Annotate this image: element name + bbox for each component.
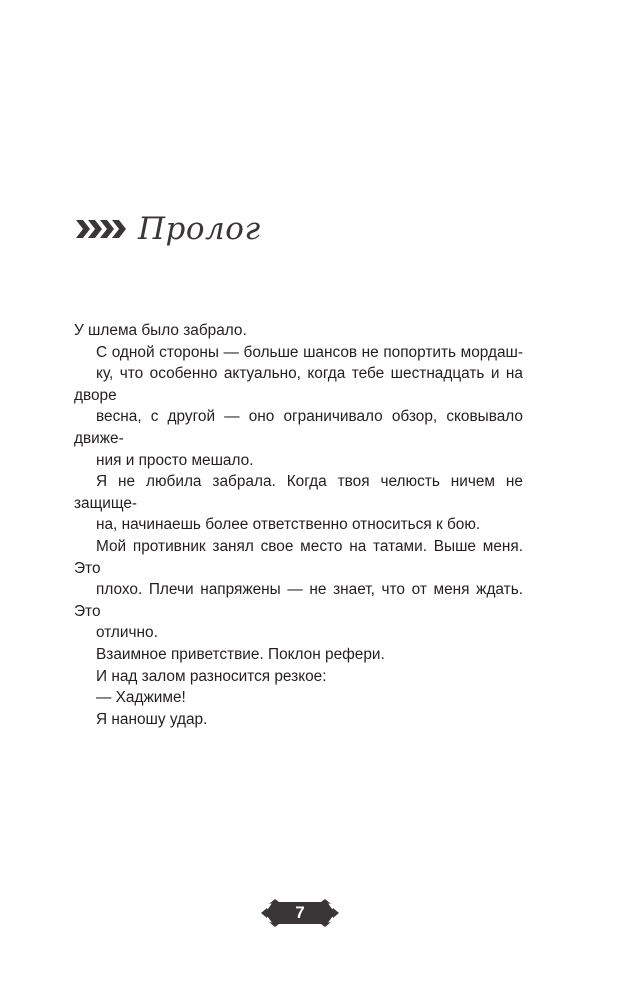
triple-chevron-arrows-icon [76, 217, 126, 241]
text-line: С одной стороны — больше шансов не попортить мордаш- [96, 343, 523, 361]
paragraph [74, 320, 523, 342]
paragraph [74, 666, 523, 688]
page-number-badge [259, 896, 341, 930]
paragraph [74, 536, 523, 644]
text-line: Мой противник занял свое место на татами. Выше меня. Это [74, 537, 523, 577]
paragraph [74, 687, 523, 709]
text-line: У шлема было забрало. [74, 322, 247, 339]
chapter-heading [76, 206, 261, 252]
page-number: 7 [295, 903, 305, 922]
paragraph [74, 342, 523, 472]
paragraph [74, 644, 523, 666]
text-line: И над залом разносится резкое: [96, 667, 327, 685]
text-line: — Хаджиме! [96, 689, 186, 707]
text-line: на, начинаешь более ответственно относиться к бою. [96, 516, 481, 534]
text-line: отлично. [96, 624, 158, 642]
text-line: весна, с другой — оно ограничивало обзор, сковывало движе- [74, 408, 523, 447]
text-line: ку, что особенно актуально, когда тебе шестнадцать и на дворе [74, 365, 523, 404]
chapter-title: Пролог [138, 211, 261, 247]
text-line: Взаимное приветствие. Поклон рефери. [96, 645, 385, 663]
body-text [74, 320, 523, 730]
text-line: ния и просто мешало. [96, 451, 254, 469]
text-line: плохо. Плечи напряжены — не знает, что от меня ждать. Это [74, 581, 523, 620]
paragraph [74, 709, 523, 731]
text-line: Я наношу удар. [96, 710, 208, 728]
paragraph [74, 471, 523, 536]
text-line: Я не любила забрала. Когда твоя челюсть ничем не защище- [74, 473, 523, 512]
